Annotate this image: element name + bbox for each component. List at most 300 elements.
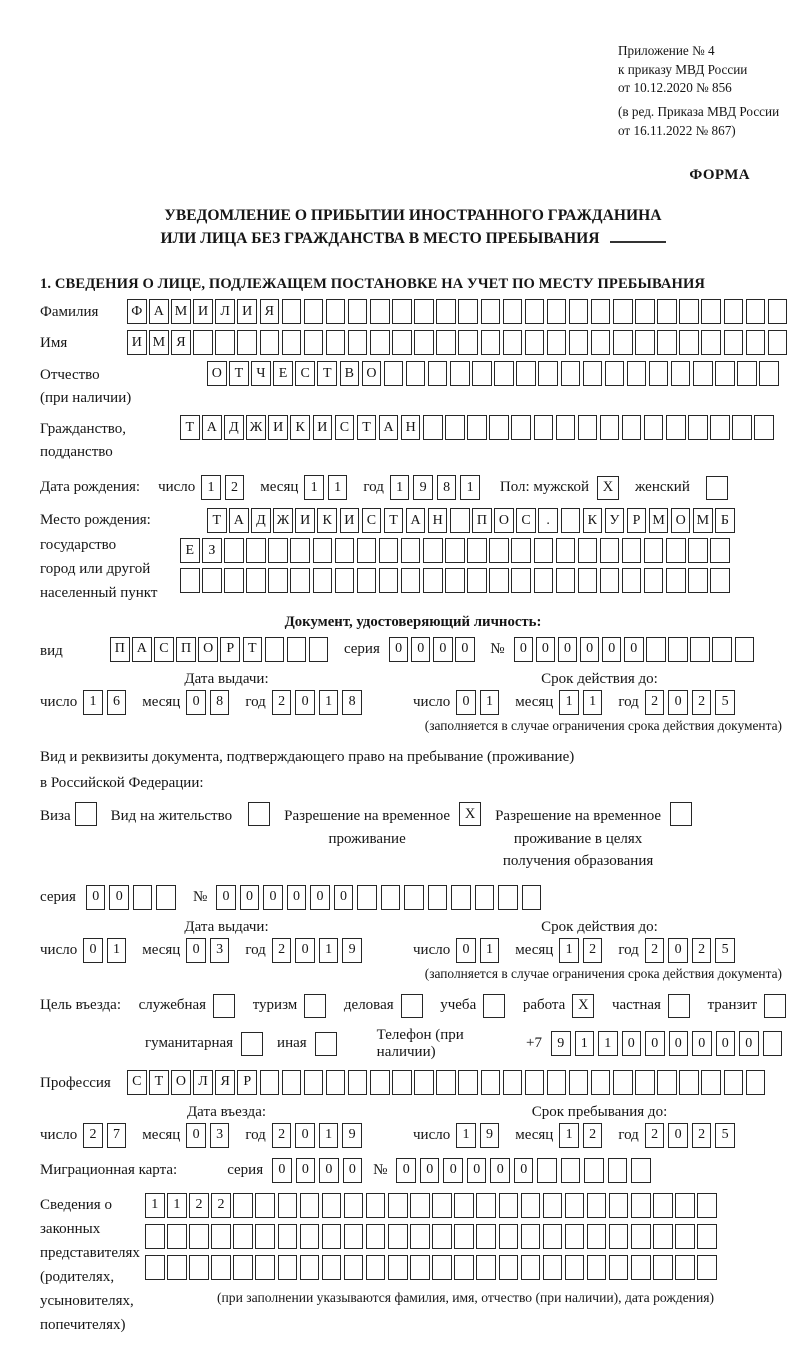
char-cell[interactable] bbox=[503, 299, 523, 324]
char-cell[interactable] bbox=[287, 637, 307, 662]
char-cell[interactable] bbox=[193, 330, 213, 355]
char-cell[interactable] bbox=[534, 568, 554, 593]
char-cell[interactable] bbox=[525, 330, 545, 355]
char-cell[interactable] bbox=[712, 637, 732, 662]
char-cell[interactable] bbox=[233, 1193, 253, 1218]
visa-checkbox[interactable] bbox=[75, 802, 97, 826]
char-cell[interactable] bbox=[326, 330, 346, 355]
char-cell[interactable] bbox=[701, 330, 721, 355]
char-cell[interactable]: 2 bbox=[692, 938, 712, 963]
char-cell[interactable]: 0 bbox=[692, 1031, 712, 1056]
char-cell[interactable]: 2 bbox=[645, 690, 665, 715]
char-cell[interactable] bbox=[472, 361, 492, 386]
char-cell[interactable]: 0 bbox=[186, 690, 206, 715]
purpose-transit-checkbox[interactable] bbox=[764, 994, 786, 1018]
purpose-official-checkbox[interactable] bbox=[213, 994, 235, 1018]
char-cell[interactable] bbox=[290, 568, 310, 593]
char-cell[interactable] bbox=[631, 1224, 651, 1249]
char-cell[interactable] bbox=[278, 1255, 298, 1280]
char-cell[interactable] bbox=[613, 1070, 633, 1095]
char-cell[interactable]: 6 bbox=[107, 690, 127, 715]
char-cell[interactable]: 2 bbox=[645, 938, 665, 963]
char-cell[interactable]: 0 bbox=[467, 1158, 487, 1183]
char-cell[interactable] bbox=[679, 1070, 699, 1095]
char-cell[interactable] bbox=[746, 299, 766, 324]
char-cell[interactable] bbox=[357, 885, 377, 910]
char-cell[interactable]: С bbox=[516, 508, 536, 533]
char-cell[interactable]: 3 bbox=[210, 938, 230, 963]
char-cell[interactable]: 0 bbox=[455, 637, 475, 662]
char-cell[interactable] bbox=[547, 330, 567, 355]
char-cell[interactable] bbox=[326, 299, 346, 324]
char-cell[interactable]: 0 bbox=[240, 885, 260, 910]
char-cell[interactable]: Т bbox=[384, 508, 404, 533]
char-cell[interactable]: Н bbox=[428, 508, 448, 533]
char-cell[interactable] bbox=[233, 1224, 253, 1249]
char-cell[interactable] bbox=[688, 538, 708, 563]
char-cell[interactable] bbox=[458, 1070, 478, 1095]
char-cell[interactable] bbox=[494, 361, 514, 386]
char-cell[interactable] bbox=[646, 637, 666, 662]
char-cell[interactable]: 0 bbox=[86, 885, 106, 910]
char-cell[interactable] bbox=[476, 1193, 496, 1218]
char-cell[interactable]: Т bbox=[243, 637, 263, 662]
char-cell[interactable] bbox=[410, 1255, 430, 1280]
char-cell[interactable] bbox=[635, 299, 655, 324]
char-cell[interactable] bbox=[715, 361, 735, 386]
char-cell[interactable] bbox=[671, 361, 691, 386]
char-cell[interactable]: 0 bbox=[310, 885, 330, 910]
char-cell[interactable] bbox=[392, 299, 412, 324]
char-cell[interactable] bbox=[578, 415, 598, 440]
char-cell[interactable] bbox=[498, 885, 518, 910]
char-cell[interactable] bbox=[224, 538, 244, 563]
char-cell[interactable] bbox=[489, 538, 509, 563]
char-cell[interactable] bbox=[724, 330, 744, 355]
char-cell[interactable] bbox=[388, 1224, 408, 1249]
char-cell[interactable] bbox=[631, 1193, 651, 1218]
char-cell[interactable] bbox=[499, 1255, 519, 1280]
char-cell[interactable] bbox=[268, 538, 288, 563]
char-cell[interactable] bbox=[569, 299, 589, 324]
char-cell[interactable] bbox=[211, 1255, 231, 1280]
char-cell[interactable] bbox=[543, 1193, 563, 1218]
char-cell[interactable] bbox=[697, 1255, 717, 1280]
char-cell[interactable] bbox=[489, 415, 509, 440]
char-cell[interactable]: С bbox=[154, 637, 174, 662]
residence-permit-checkbox[interactable] bbox=[248, 802, 270, 826]
char-cell[interactable]: К bbox=[290, 415, 310, 440]
char-cell[interactable] bbox=[156, 885, 176, 910]
char-cell[interactable] bbox=[404, 885, 424, 910]
char-cell[interactable] bbox=[300, 1255, 320, 1280]
char-cell[interactable] bbox=[609, 1193, 629, 1218]
char-cell[interactable] bbox=[255, 1193, 275, 1218]
char-cell[interactable] bbox=[666, 538, 686, 563]
char-cell[interactable] bbox=[503, 330, 523, 355]
char-cell[interactable] bbox=[547, 299, 567, 324]
char-cell[interactable]: 0 bbox=[319, 1158, 339, 1183]
char-cell[interactable] bbox=[511, 538, 531, 563]
char-cell[interactable] bbox=[569, 1070, 589, 1095]
char-cell[interactable] bbox=[476, 1255, 496, 1280]
temp-permit-checkbox[interactable]: X bbox=[459, 802, 481, 826]
char-cell[interactable]: 1 bbox=[390, 475, 410, 500]
char-cell[interactable] bbox=[458, 299, 478, 324]
char-cell[interactable]: 0 bbox=[263, 885, 283, 910]
char-cell[interactable]: Ч bbox=[251, 361, 271, 386]
char-cell[interactable] bbox=[304, 299, 324, 324]
char-cell[interactable] bbox=[591, 1070, 611, 1095]
char-cell[interactable] bbox=[600, 415, 620, 440]
char-cell[interactable] bbox=[406, 361, 426, 386]
char-cell[interactable] bbox=[379, 538, 399, 563]
char-cell[interactable]: С bbox=[362, 508, 382, 533]
char-cell[interactable] bbox=[591, 330, 611, 355]
char-cell[interactable]: А bbox=[406, 508, 426, 533]
char-cell[interactable] bbox=[211, 1224, 231, 1249]
char-cell[interactable] bbox=[366, 1255, 386, 1280]
char-cell[interactable]: 1 bbox=[107, 938, 127, 963]
char-cell[interactable]: 1 bbox=[328, 475, 348, 500]
char-cell[interactable] bbox=[503, 1070, 523, 1095]
char-cell[interactable]: 9 bbox=[413, 475, 433, 500]
char-cell[interactable]: А bbox=[132, 637, 152, 662]
purpose-work-checkbox[interactable]: X bbox=[572, 994, 594, 1018]
char-cell[interactable]: А bbox=[229, 508, 249, 533]
char-cell[interactable] bbox=[763, 1031, 783, 1056]
char-cell[interactable] bbox=[265, 637, 285, 662]
char-cell[interactable] bbox=[451, 885, 471, 910]
char-cell[interactable]: 0 bbox=[580, 637, 600, 662]
char-cell[interactable]: П bbox=[472, 508, 492, 533]
char-cell[interactable] bbox=[454, 1255, 474, 1280]
char-cell[interactable]: 1 bbox=[460, 475, 480, 500]
char-cell[interactable]: 0 bbox=[296, 1158, 316, 1183]
char-cell[interactable] bbox=[591, 299, 611, 324]
char-cell[interactable]: 0 bbox=[109, 885, 129, 910]
char-cell[interactable]: 1 bbox=[559, 690, 579, 715]
char-cell[interactable]: 2 bbox=[211, 1193, 231, 1218]
char-cell[interactable] bbox=[561, 508, 581, 533]
char-cell[interactable] bbox=[268, 568, 288, 593]
char-cell[interactable]: 1 bbox=[480, 690, 500, 715]
char-cell[interactable]: П bbox=[110, 637, 130, 662]
char-cell[interactable]: 1 bbox=[480, 938, 500, 963]
char-cell[interactable] bbox=[260, 1070, 280, 1095]
char-cell[interactable] bbox=[538, 361, 558, 386]
char-cell[interactable] bbox=[282, 299, 302, 324]
purpose-business-checkbox[interactable] bbox=[401, 994, 423, 1018]
char-cell[interactable]: 0 bbox=[514, 1158, 534, 1183]
char-cell[interactable] bbox=[370, 1070, 390, 1095]
char-cell[interactable] bbox=[322, 1255, 342, 1280]
char-cell[interactable]: 1 bbox=[559, 1123, 579, 1148]
char-cell[interactable] bbox=[613, 330, 633, 355]
char-cell[interactable] bbox=[357, 538, 377, 563]
char-cell[interactable] bbox=[666, 415, 686, 440]
char-cell[interactable]: 0 bbox=[334, 885, 354, 910]
char-cell[interactable]: 2 bbox=[645, 1123, 665, 1148]
char-cell[interactable]: О bbox=[671, 508, 691, 533]
char-cell[interactable]: Р bbox=[220, 637, 240, 662]
char-cell[interactable] bbox=[348, 299, 368, 324]
char-cell[interactable] bbox=[635, 1070, 655, 1095]
char-cell[interactable] bbox=[622, 568, 642, 593]
char-cell[interactable] bbox=[631, 1255, 651, 1280]
char-cell[interactable]: 0 bbox=[389, 637, 409, 662]
char-cell[interactable]: 9 bbox=[480, 1123, 500, 1148]
sex-male-checkbox[interactable]: X bbox=[597, 476, 619, 500]
char-cell[interactable] bbox=[246, 568, 266, 593]
char-cell[interactable] bbox=[701, 299, 721, 324]
purpose-study-checkbox[interactable] bbox=[483, 994, 505, 1018]
char-cell[interactable] bbox=[537, 1158, 557, 1183]
char-cell[interactable]: 0 bbox=[216, 885, 236, 910]
char-cell[interactable] bbox=[401, 538, 421, 563]
char-cell[interactable]: Ж bbox=[246, 415, 266, 440]
char-cell[interactable]: З bbox=[202, 538, 222, 563]
char-cell[interactable]: О bbox=[171, 1070, 191, 1095]
char-cell[interactable] bbox=[189, 1224, 209, 1249]
char-cell[interactable] bbox=[432, 1255, 452, 1280]
char-cell[interactable] bbox=[499, 1224, 519, 1249]
char-cell[interactable] bbox=[649, 361, 669, 386]
char-cell[interactable] bbox=[653, 1193, 673, 1218]
purpose-tourism-checkbox[interactable] bbox=[304, 994, 326, 1018]
char-cell[interactable] bbox=[458, 330, 478, 355]
char-cell[interactable] bbox=[467, 415, 487, 440]
char-cell[interactable] bbox=[768, 299, 788, 324]
char-cell[interactable]: К bbox=[317, 508, 337, 533]
char-cell[interactable]: 0 bbox=[287, 885, 307, 910]
purpose-other-checkbox[interactable] bbox=[315, 1032, 337, 1056]
char-cell[interactable] bbox=[414, 1070, 434, 1095]
char-cell[interactable] bbox=[246, 538, 266, 563]
char-cell[interactable]: 1 bbox=[319, 690, 339, 715]
char-cell[interactable] bbox=[467, 538, 487, 563]
char-cell[interactable] bbox=[516, 361, 536, 386]
char-cell[interactable] bbox=[388, 1193, 408, 1218]
char-cell[interactable]: 0 bbox=[668, 1123, 688, 1148]
char-cell[interactable]: 0 bbox=[83, 938, 103, 963]
char-cell[interactable]: 2 bbox=[692, 1123, 712, 1148]
char-cell[interactable]: 1 bbox=[598, 1031, 618, 1056]
char-cell[interactable]: 0 bbox=[186, 1123, 206, 1148]
char-cell[interactable]: 5 bbox=[715, 938, 735, 963]
char-cell[interactable] bbox=[436, 299, 456, 324]
char-cell[interactable]: С bbox=[295, 361, 315, 386]
char-cell[interactable] bbox=[543, 1224, 563, 1249]
char-cell[interactable] bbox=[668, 637, 688, 662]
char-cell[interactable] bbox=[732, 415, 752, 440]
char-cell[interactable] bbox=[675, 1224, 695, 1249]
char-cell[interactable]: П bbox=[176, 637, 196, 662]
char-cell[interactable] bbox=[565, 1193, 585, 1218]
char-cell[interactable] bbox=[644, 538, 664, 563]
char-cell[interactable]: 0 bbox=[514, 637, 534, 662]
char-cell[interactable] bbox=[521, 1193, 541, 1218]
char-cell[interactable] bbox=[167, 1224, 187, 1249]
char-cell[interactable] bbox=[534, 538, 554, 563]
char-cell[interactable]: Я bbox=[215, 1070, 235, 1095]
char-cell[interactable] bbox=[423, 538, 443, 563]
char-cell[interactable]: М bbox=[649, 508, 669, 533]
char-cell[interactable] bbox=[710, 538, 730, 563]
char-cell[interactable] bbox=[300, 1193, 320, 1218]
char-cell[interactable]: 0 bbox=[343, 1158, 363, 1183]
char-cell[interactable]: У bbox=[605, 508, 625, 533]
char-cell[interactable]: В bbox=[340, 361, 360, 386]
char-cell[interactable] bbox=[428, 885, 448, 910]
char-cell[interactable] bbox=[690, 637, 710, 662]
char-cell[interactable]: 0 bbox=[645, 1031, 665, 1056]
char-cell[interactable] bbox=[481, 330, 501, 355]
char-cell[interactable] bbox=[481, 299, 501, 324]
char-cell[interactable] bbox=[635, 330, 655, 355]
char-cell[interactable]: 8 bbox=[210, 690, 230, 715]
char-cell[interactable]: Т bbox=[357, 415, 377, 440]
char-cell[interactable] bbox=[561, 361, 581, 386]
char-cell[interactable]: Р bbox=[237, 1070, 257, 1095]
char-cell[interactable] bbox=[133, 885, 153, 910]
char-cell[interactable]: Н bbox=[401, 415, 421, 440]
char-cell[interactable]: А bbox=[202, 415, 222, 440]
char-cell[interactable] bbox=[423, 568, 443, 593]
char-cell[interactable]: 1 bbox=[319, 1123, 339, 1148]
char-cell[interactable] bbox=[724, 299, 744, 324]
char-cell[interactable]: 2 bbox=[272, 1123, 292, 1148]
char-cell[interactable] bbox=[450, 361, 470, 386]
char-cell[interactable] bbox=[167, 1255, 187, 1280]
char-cell[interactable]: О bbox=[207, 361, 227, 386]
char-cell[interactable]: 1 bbox=[83, 690, 103, 715]
char-cell[interactable]: 5 bbox=[715, 1123, 735, 1148]
char-cell[interactable] bbox=[521, 1255, 541, 1280]
char-cell[interactable] bbox=[608, 1158, 628, 1183]
char-cell[interactable] bbox=[423, 415, 443, 440]
char-cell[interactable] bbox=[521, 1224, 541, 1249]
char-cell[interactable] bbox=[534, 415, 554, 440]
char-cell[interactable] bbox=[180, 568, 200, 593]
temp-permit-edu-checkbox[interactable] bbox=[670, 802, 692, 826]
char-cell[interactable]: 9 bbox=[342, 938, 362, 963]
char-cell[interactable] bbox=[335, 568, 355, 593]
char-cell[interactable] bbox=[609, 1224, 629, 1249]
char-cell[interactable]: М bbox=[693, 508, 713, 533]
char-cell[interactable] bbox=[569, 330, 589, 355]
char-cell[interactable]: 0 bbox=[536, 637, 556, 662]
char-cell[interactable]: 0 bbox=[186, 938, 206, 963]
char-cell[interactable]: 0 bbox=[668, 690, 688, 715]
char-cell[interactable]: 1 bbox=[145, 1193, 165, 1218]
char-cell[interactable] bbox=[561, 1158, 581, 1183]
char-cell[interactable] bbox=[587, 1193, 607, 1218]
char-cell[interactable] bbox=[401, 568, 421, 593]
char-cell[interactable] bbox=[693, 361, 713, 386]
char-cell[interactable] bbox=[304, 1070, 324, 1095]
char-cell[interactable] bbox=[666, 568, 686, 593]
char-cell[interactable] bbox=[605, 361, 625, 386]
char-cell[interactable] bbox=[392, 330, 412, 355]
char-cell[interactable] bbox=[322, 1224, 342, 1249]
char-cell[interactable]: С bbox=[335, 415, 355, 440]
char-cell[interactable] bbox=[547, 1070, 567, 1095]
char-cell[interactable] bbox=[428, 361, 448, 386]
char-cell[interactable] bbox=[578, 538, 598, 563]
char-cell[interactable] bbox=[237, 330, 257, 355]
char-cell[interactable] bbox=[388, 1255, 408, 1280]
char-cell[interactable] bbox=[657, 330, 677, 355]
char-cell[interactable]: Л bbox=[193, 1070, 213, 1095]
char-cell[interactable]: 0 bbox=[456, 938, 476, 963]
char-cell[interactable] bbox=[454, 1193, 474, 1218]
char-cell[interactable]: 0 bbox=[490, 1158, 510, 1183]
char-cell[interactable] bbox=[710, 568, 730, 593]
char-cell[interactable] bbox=[631, 1158, 651, 1183]
char-cell[interactable] bbox=[522, 885, 542, 910]
char-cell[interactable] bbox=[436, 1070, 456, 1095]
char-cell[interactable] bbox=[282, 1070, 302, 1095]
char-cell[interactable] bbox=[565, 1224, 585, 1249]
char-cell[interactable] bbox=[304, 330, 324, 355]
char-cell[interactable] bbox=[445, 538, 465, 563]
char-cell[interactable]: Е bbox=[180, 538, 200, 563]
char-cell[interactable]: 2 bbox=[272, 938, 292, 963]
char-cell[interactable] bbox=[697, 1224, 717, 1249]
char-cell[interactable] bbox=[432, 1193, 452, 1218]
char-cell[interactable]: Т bbox=[229, 361, 249, 386]
char-cell[interactable]: М bbox=[149, 330, 169, 355]
char-cell[interactable]: 2 bbox=[189, 1193, 209, 1218]
char-cell[interactable] bbox=[710, 415, 730, 440]
char-cell[interactable]: Д bbox=[224, 415, 244, 440]
char-cell[interactable] bbox=[445, 415, 465, 440]
char-cell[interactable] bbox=[679, 299, 699, 324]
char-cell[interactable] bbox=[525, 299, 545, 324]
char-cell[interactable]: 2 bbox=[225, 475, 245, 500]
char-cell[interactable]: И bbox=[237, 299, 257, 324]
char-cell[interactable] bbox=[525, 1070, 545, 1095]
char-cell[interactable] bbox=[344, 1224, 364, 1249]
char-cell[interactable] bbox=[584, 1158, 604, 1183]
char-cell[interactable] bbox=[768, 330, 788, 355]
char-cell[interactable] bbox=[282, 330, 302, 355]
char-cell[interactable] bbox=[436, 330, 456, 355]
char-cell[interactable]: А bbox=[379, 415, 399, 440]
char-cell[interactable]: Я bbox=[171, 330, 191, 355]
char-cell[interactable]: 0 bbox=[272, 1158, 292, 1183]
char-cell[interactable]: 2 bbox=[692, 690, 712, 715]
char-cell[interactable] bbox=[565, 1255, 585, 1280]
char-cell[interactable] bbox=[644, 568, 664, 593]
char-cell[interactable]: Я bbox=[260, 299, 280, 324]
char-cell[interactable]: С bbox=[127, 1070, 147, 1095]
char-cell[interactable] bbox=[489, 568, 509, 593]
char-cell[interactable] bbox=[255, 1255, 275, 1280]
char-cell[interactable] bbox=[613, 299, 633, 324]
char-cell[interactable] bbox=[326, 1070, 346, 1095]
char-cell[interactable] bbox=[260, 330, 280, 355]
char-cell[interactable]: О bbox=[198, 637, 218, 662]
char-cell[interactable] bbox=[467, 568, 487, 593]
char-cell[interactable]: 0 bbox=[624, 637, 644, 662]
char-cell[interactable] bbox=[556, 568, 576, 593]
char-cell[interactable]: И bbox=[193, 299, 213, 324]
char-cell[interactable]: Л bbox=[215, 299, 235, 324]
char-cell[interactable] bbox=[653, 1224, 673, 1249]
char-cell[interactable] bbox=[290, 538, 310, 563]
